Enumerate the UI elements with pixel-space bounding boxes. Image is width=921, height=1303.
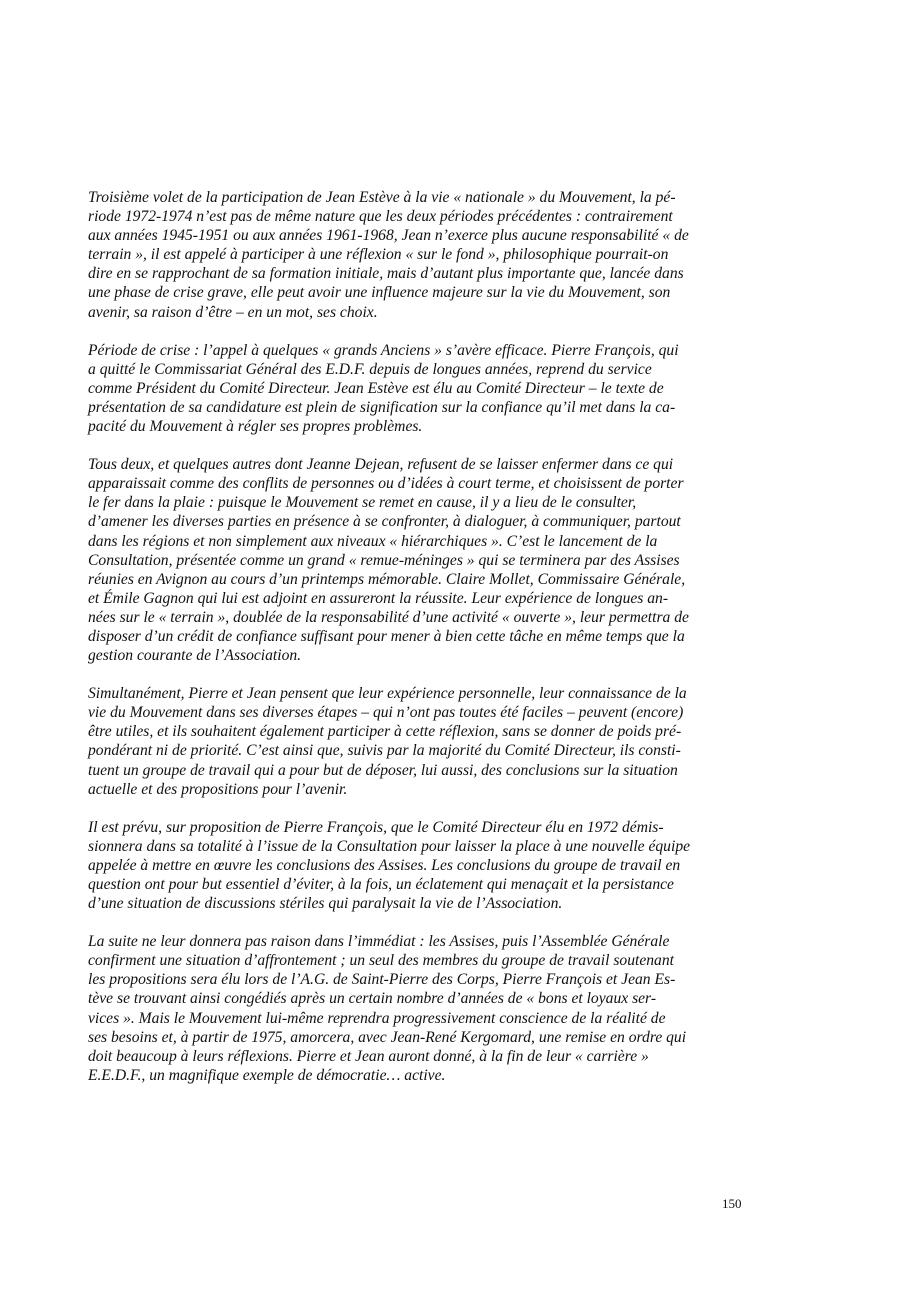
body-text <box>88 188 745 1104</box>
paragraph-1: Troisième volet de la participation de Jean Estève à la vie « nationale » du Mouvement, la pé- riode 1972-1974 n’est pas de même nature que les deux périodes précédentes : contrairement aux années 1945-1951 ou aux années 1961-1968, Jean n’exerce plus aucune responsabilité « de terrain », il est appelé à participer à une réflexion « sur le fond », philosophique pourrait-on dire en se rapprochant de sa formation initiale, mais d’autant plus importante que, lancée dans une phase de crise grave, elle peut avoir une influence majeure sur la vie du Mouvement, son avenir, sa raison d’être – en un mot, ses choix. <box>88 189 689 321</box>
page-number: 150 <box>722 1196 742 1211</box>
paragraph-3: Tous deux, et quelques autres dont Jeanne Dejean, refusent de se laisser enfermer dans ce qui apparaissait comme des conflits de personnes ou d’idées à court terme, et choisissent de porter le fer dans la plaie : puisque le Mouvement se remet en cause, il y a lieu de le consulter, d’amener les diverses parties en présence à se confronter, à dialoguer, à communiquer, partout dans les régions et non simplement aux niveaux « hiérarchiques ». C’est le lancement de la Consultation, présentée comme un grand « remue-méninges » qui se terminera par des Assises réunies en Avignon au cours d’un printemps mémorable. Claire Mollet, Commissaire Générale, et Émile Gagnon qui lui est adjoint en assureront la réussite. Leur expérience de longues an- nées sur le « terrain », doublée de la responsabilité d’une activité « ouverte », leur permettra de disposer d’un crédit de confiance suffisant pour mener à bien cette tâche en même temps que la gestion courante de l’Association. <box>88 456 689 665</box>
paragraph-5: Il est prévu, sur proposition de Pierre François, que le Comité Directeur élu en 1972 démis- sionnera dans sa totalité à l’issue de la Consultation pour laisser la place à une nouvelle équipe appelée à mettre en œuvre les conclusions des Assises. Les conclusions du groupe de travail en question ont pour but essentiel d’éviter, à la fois, un éclatement qui menaçait et la persistance d’une situation de discussions stériles qui paralysait la vie de l’Association. <box>88 818 691 913</box>
paragraph-2: Période de crise : l’appel à quelques « grands Anciens » s’avère efficace. Pierre François, qui a quitté le Commissariat Général des E.D.F. depuis de longues années, reprend du service comme Président du Comité Directeur. Jean Estève est élu au Comité Directeur – le texte de présentation de sa candidature est plein de signification sur la confiance qu’il met dans la ca- pacité du Mouvement à régler ses propres problèmes. <box>88 341 679 436</box>
paragraph-4: Simultanément, Pierre et Jean pensent que leur expérience personnelle, leur connaissance de la vie du Mouvement dans ses diverses étapes – qui n’ont pas toutes été faciles – peuvent (encore) être utiles, et ils souhaitent également participer à cette réflexion, sans se donner de poids pré- pondérant ni de priorité. C’est ainsi que, suivis par la majorité du Comité Directeur, ils consti- tuent un groupe de travail qui a pour but de déposer, lui aussi, des conclusions sur la situation actuelle et des propositions pour l’avenir. <box>88 685 687 798</box>
paragraph-6: La suite ne leur donnera pas raison dans l’immédiat : les Assises, puis l’Assemblée Générale confirment une situation d’affrontement ; un seul des membres du groupe de travail soutenant les propositions sera élu lors de l’A.G. de Saint-Pierre des Corps, Pierre François et Jean Es- tève se trouvant ainsi congédiés après un certain nombre d’années de « bons et loyaux ser- vices ». Mais le Mouvement lui-même reprendra progressivement conscience de la réalité de ses besoins et, à partir de 1975, amorcera, avec Jean-René Kergomard, une remise en ordre qui doit beaucoup à leurs réflexions. Pierre et Jean auront donné, à la fin de leur « carrière » E.E.D.F., un magnifique exemple de démocratie… active. <box>88 933 687 1084</box>
